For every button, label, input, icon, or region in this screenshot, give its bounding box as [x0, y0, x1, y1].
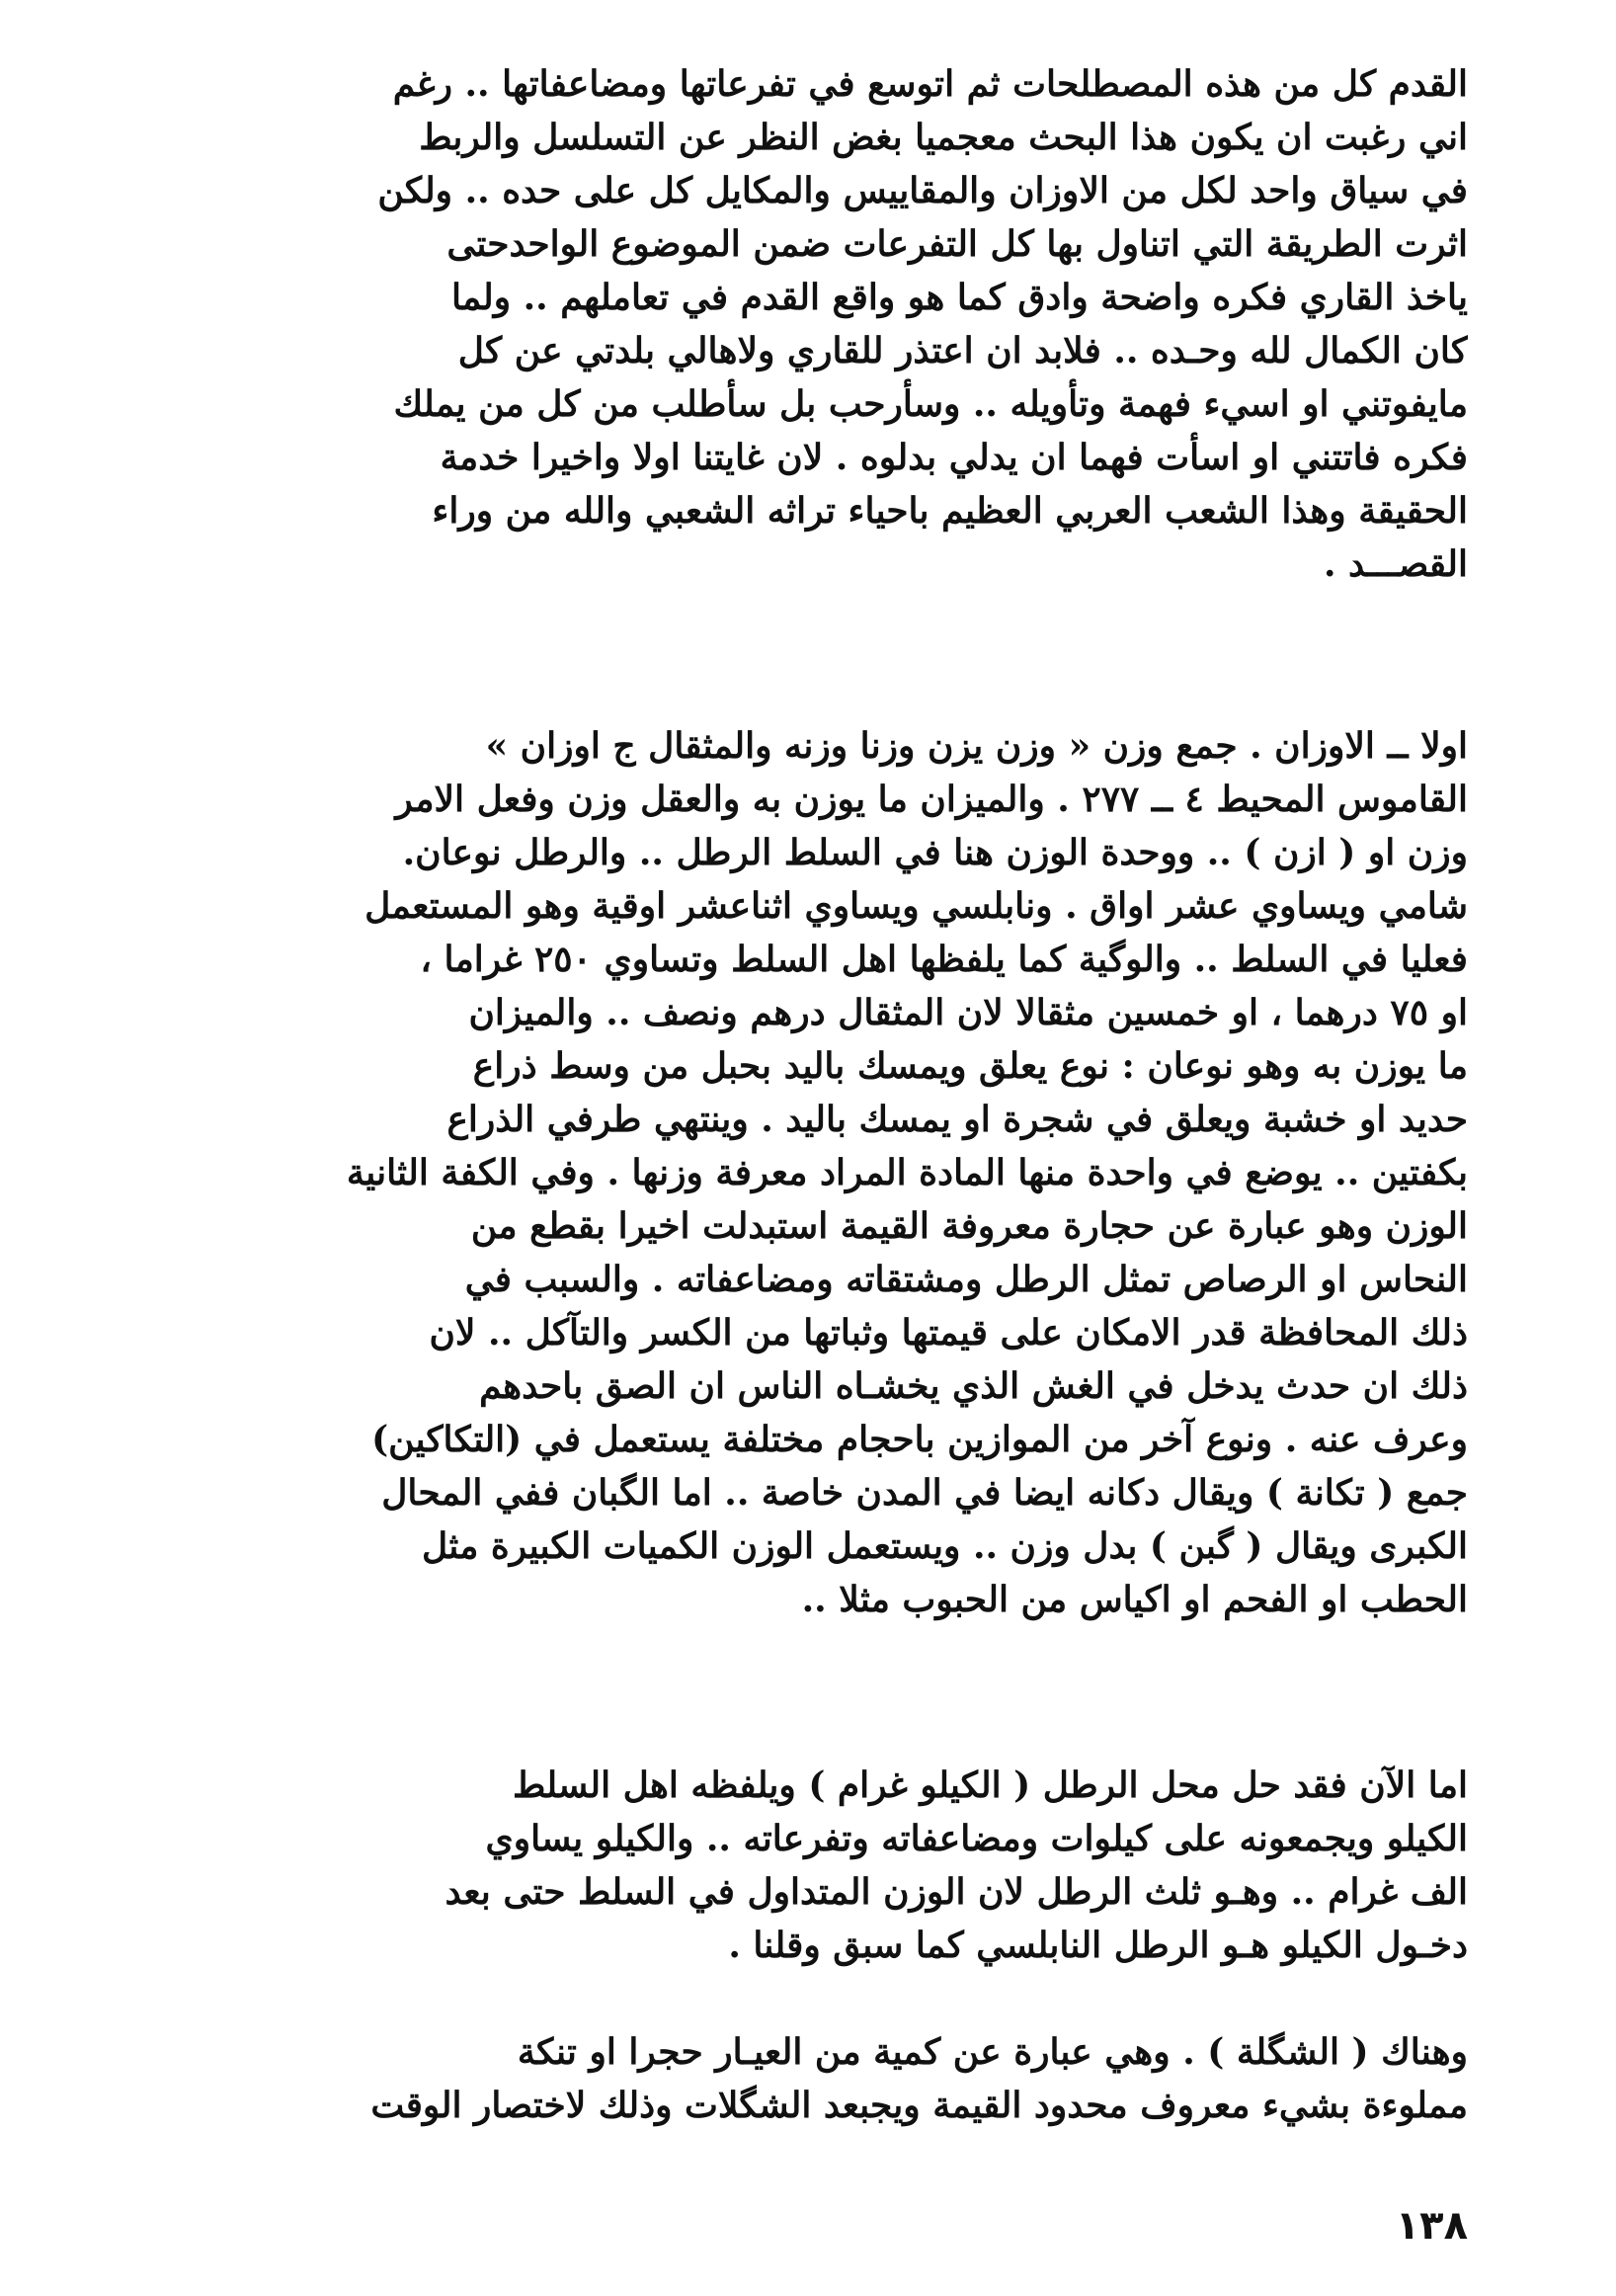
text-line: ذلك المحافظة قدر الامكان على قيمتها وثباتها من الكسر والتآكل .. لان — [429, 1312, 1468, 1353]
text-line: الوزن وهو عبارة عن حجارة معروفة القيمة استبدلت اخيرا بقطع من — [470, 1205, 1468, 1247]
page-number: ١٣٨ — [1395, 2203, 1468, 2249]
text-line: النحاس او الرصاص تمثل الرطل ومشتقاته ومضاعفاته . والسبب في — [464, 1259, 1468, 1300]
text-line: شامي ويساوي عشر اواق . ونابلسي ويساوي اثناعشر اوقية وهو المستعمل — [364, 885, 1468, 927]
text-line: كان الكمال لله وحـده .. فلابد ان اعتذر للقاري ولاهالي بلدتي عن كل — [457, 330, 1468, 371]
text-line: او ٧٥ درهما ، او خمسين مثقالا لان المثقال درهم ونصف .. والميزان — [468, 992, 1468, 1033]
text-line: ياخذ القاري فكره واضحة وادق كما هو واقع القدم في تعاملهم .. ولما — [450, 277, 1468, 318]
text-line: فكره فاتتني او اسأت فهما ان يدلي بدلوه . لان غايتنا اولا واخيرا خدمة — [440, 437, 1468, 478]
text-line: ذلك ان حدث يدخل في الغش الذي يخشـاه الناس ان الصق باحدهم — [479, 1365, 1468, 1407]
text-line: اثرت الطريقة التي اتناول بها كل التفرعات ضمن الموضوع الواحدحتى — [446, 223, 1468, 265]
text-line: القدم كل من هذه المصطلحات ثم اتوسع في تفرعاتها ومضاعفاتها .. رغم — [392, 63, 1468, 105]
text-line: وزن او ( ازن ) .. ووحدة الوزن هنا في السلط الرطل .. والرطل نوعان. — [402, 832, 1468, 873]
paragraph-intro — [164, 57, 1468, 591]
text-line: حديد او خشبة ويعلق في شجرة او يمسك باليد . وينتهي طرفي الذراع — [446, 1099, 1468, 1140]
paragraph-shakla — [164, 2025, 1468, 2132]
text-line: فعليا في السلط .. والوگية كما يلفظها اهل السلط وتساوي ٢٥٠ غراما ، — [420, 939, 1468, 980]
text-line: وعرف عنه . ونوع آخر من الموازين باحجام مختلفة يستعمل في (التكاكين) — [371, 1419, 1468, 1460]
text-line: دخـول الكيلو هـو الرطل النابلسي كما سبق وقلنا . — [728, 1925, 1468, 1966]
paragraph-weights — [164, 719, 1468, 1626]
text-line: جمع ( تكانة ) ويقال دكانه ايضا في المدن خاصة .. اما الگبان ففي المحال — [381, 1472, 1468, 1514]
paragraph-kilo — [164, 1759, 1468, 1972]
text-line: ما يوزن به وهو نوعان : نوع يعلق ويمسك باليد بحبل من وسط ذراع — [472, 1045, 1468, 1087]
text-line: الكبرى ويقال ( گبن ) بدل وزن .. ويستعمل الوزن الكميات الكبيرة مثل — [421, 1525, 1468, 1567]
text-line: في سياق واحد لكل من الاوزان والمقاييس والمكايل كل على حده .. ولكن — [377, 170, 1468, 211]
text-line: الف غرام .. وهـو ثلث الرطل لان الوزن المتداول في السلط حتى بعد — [444, 1871, 1468, 1913]
text-line: القصـــد . — [1323, 543, 1468, 585]
text-line: بكفتين .. يوضع في واحدة منها المادة المراد معرفة وزنها . وفي الكفة الثانية — [346, 1152, 1468, 1193]
text-line: وهناك ( الشگلة ) . وهي عبارة عن كمية من العيـار حجرا او تنكة — [517, 2031, 1468, 2073]
text-line: الكيلو ويجمعونه على كيلوات ومضاعفاته وتفرعاته .. والكيلو يساوي — [485, 1818, 1468, 1859]
text-line: الحطب او الفحم او اكياس من الحبوب مثلا .. — [801, 1579, 1468, 1620]
text-line: الحقيقة وهذا الشعب العربي العظيم باحياء تراثه الشعبي والله من وراء — [432, 490, 1468, 532]
text-line: اما الآن فقد حل محل الرطل ( الكيلو غرام ) ويلفظه اهل السلط — [512, 1764, 1468, 1806]
text-line: القاموس المحيط ٤ ــ ٢٧٧ . والميزان ما يوزن به والعقل وزن وفعل الامر — [395, 779, 1468, 820]
text-line: مايفوتني او اسيء فهمة وتأويله .. وسأرحب بل سأطلب من كل من يملك — [393, 383, 1468, 425]
text-line: اولا ــ الاوزان . جمع وزن « وزن يزن وزنا وزنه والمثقال ج اوزان » — [485, 725, 1468, 767]
text-line: اني رغبت ان يكون هذا البحث معجميا بغض النظر عن التسلسل والربط — [419, 117, 1468, 158]
text-line: مملوءة بشيء معروف محدود القيمة ويجبعد الشگلات وذلك لاختصار الوقت — [370, 2085, 1468, 2126]
